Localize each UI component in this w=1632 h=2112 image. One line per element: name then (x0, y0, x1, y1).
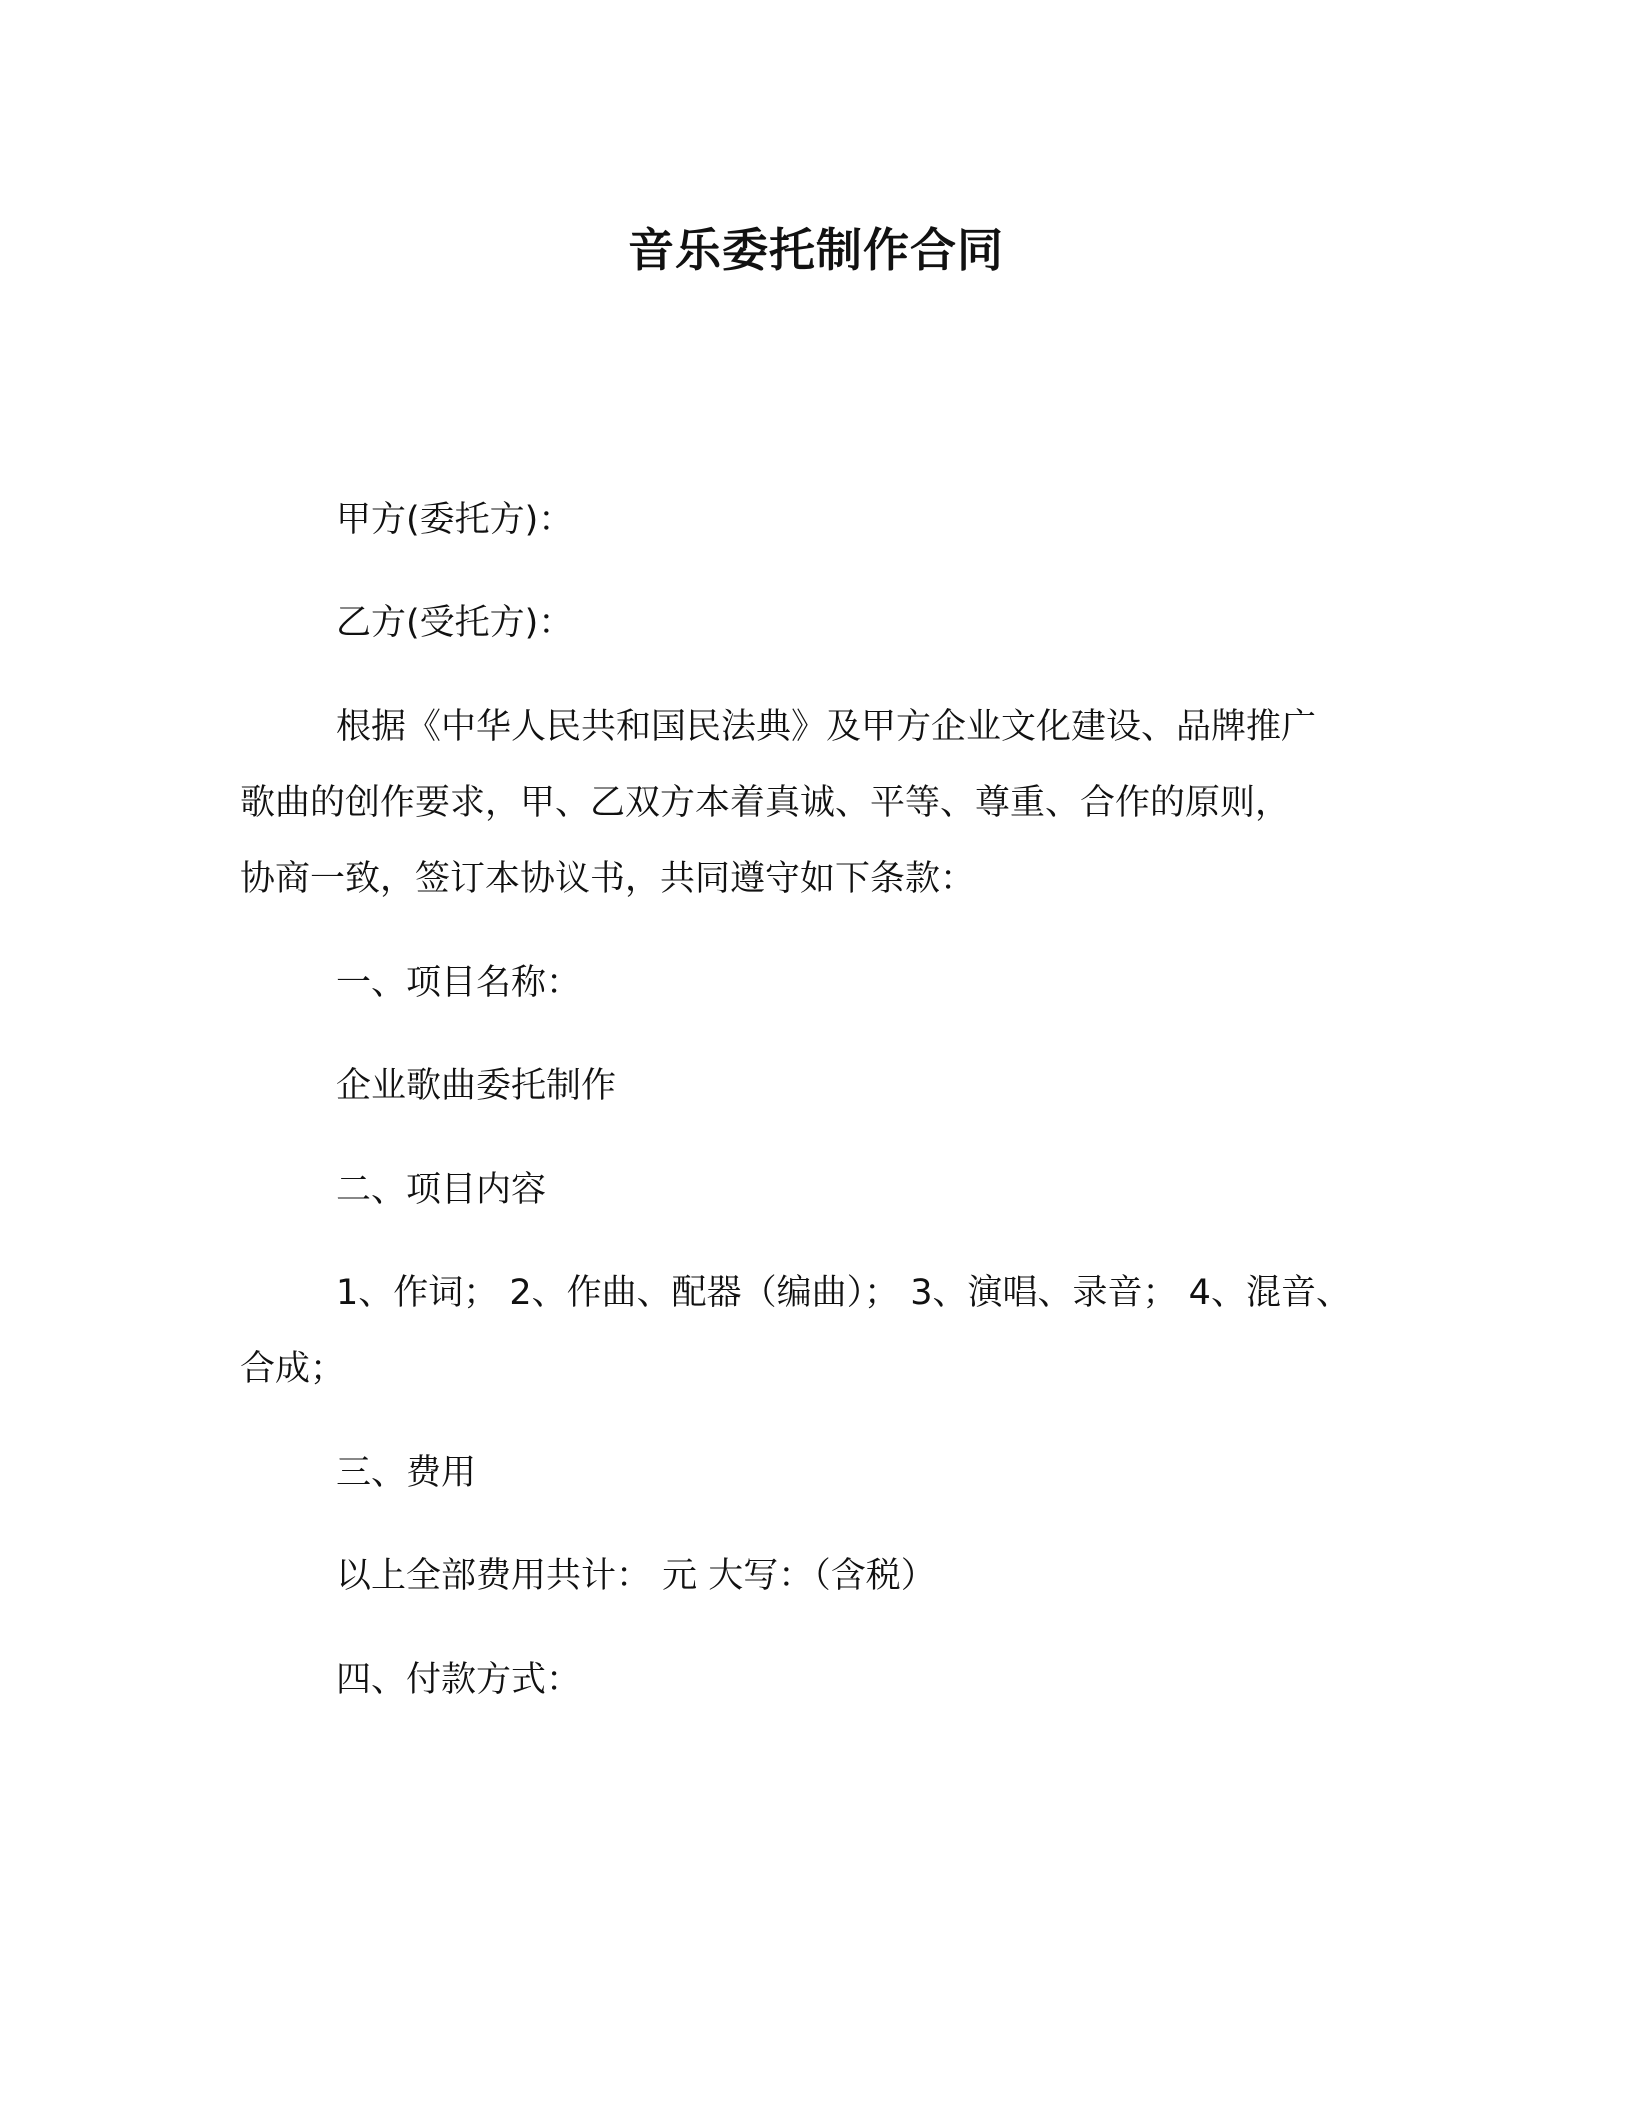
section4-heading: 四、付款方式： (336, 1660, 582, 1700)
document-title: 音乐委托制作合同 (628, 223, 1004, 277)
section3-heading: 三、费用 (336, 1453, 477, 1493)
section2-body-line-1: 1、作词； 2、作曲、配器（编曲）； 3、演唱、录音； 4、混音、 (336, 1273, 1351, 1313)
section1-heading: 一、项目名称： (336, 963, 582, 1003)
party-a-label: 甲方(委托方)： (336, 500, 574, 540)
preamble-line-3: 协商一致，签订本协议书，共同遵守如下条款： (240, 859, 976, 899)
party-b-label: 乙方(受托方)： (336, 603, 574, 643)
section2-heading: 二、项目内容 (336, 1170, 547, 1210)
preamble-line-2: 歌曲的创作要求，甲、乙双方本着真诚、平等、尊重、合作的原则， (240, 783, 1291, 823)
section2-body-line-2: 合成； (240, 1349, 346, 1389)
section3-body: 以上全部费用共计： 元 大写：（含税） (336, 1556, 936, 1596)
preamble-line-1: 根据《中华人民共和国民法典》及甲方企业文化建设、品牌推广 (336, 707, 1317, 747)
section1-body: 企业歌曲委托制作 (336, 1066, 617, 1106)
